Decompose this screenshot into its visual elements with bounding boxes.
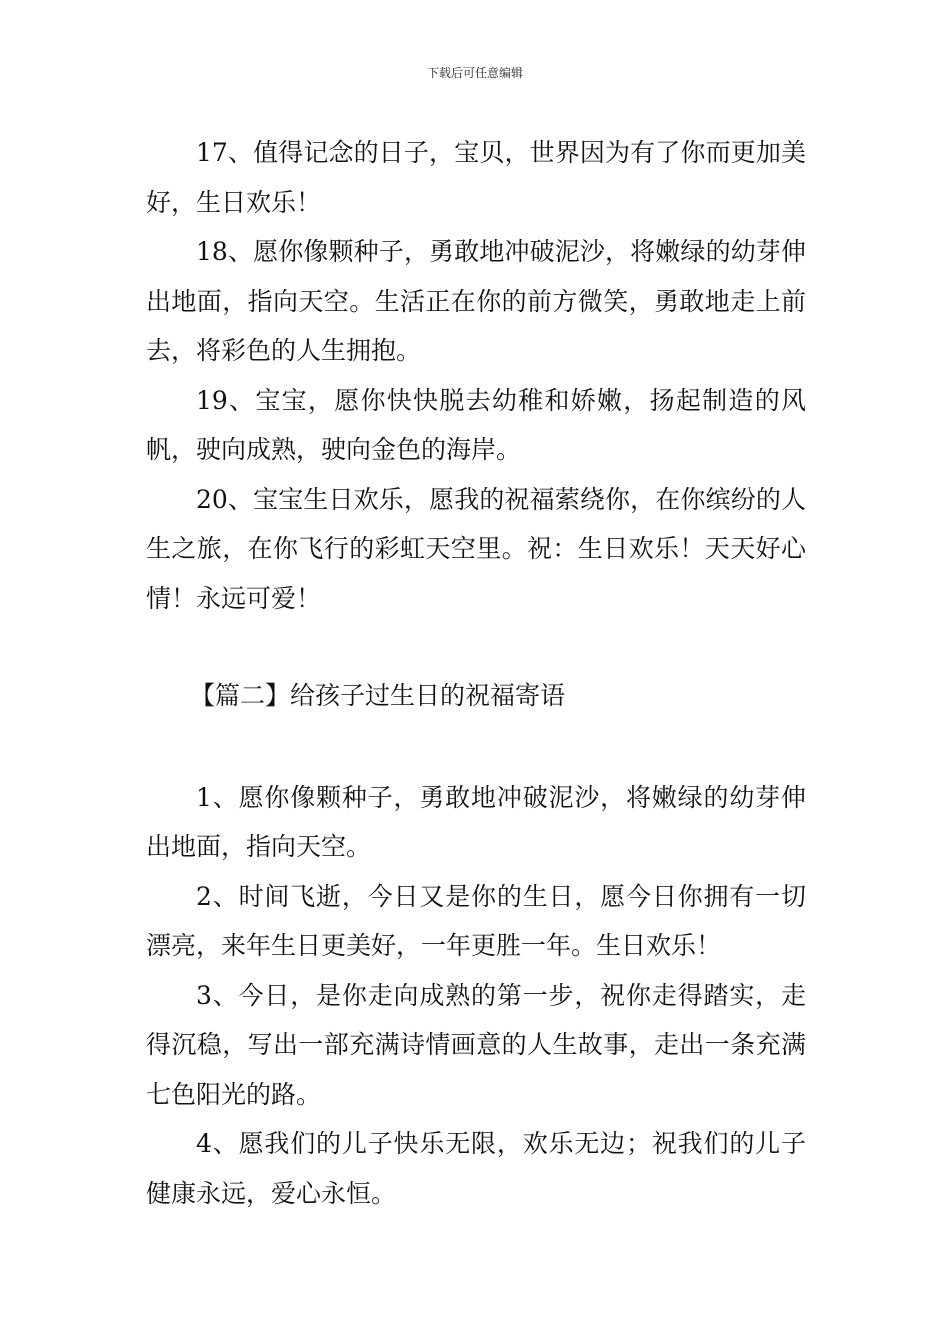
- paragraph-18: 18、愿你像颗种子，勇敢地冲破泥沙，将嫩绿的幼芽伸出地面，指向天空。生活正在你的前方微笑，勇敢地走上前去，将彩色的人生拥抱。: [146, 237, 806, 365]
- paragraph-20: 20、宝宝生日欢乐，愿我的祝福萦绕你，在你缤纷的人生之旅，在你飞行的彩虹天空里。祝：生日欢乐！天天好心情！永远可爱！: [146, 484, 806, 613]
- paragraph-17: 17、值得记念的日子，宝贝，世界因为有了你而更加美好，生日欢乐！: [146, 138, 806, 217]
- paragraph-3: 3、今日，是你走向成熟的第一步，祝你走得踏实，走得沉稳，写出一部充满诗情画意的人生故事，走出一条充满七色阳光的路。: [146, 980, 806, 1109]
- section-two-title: 【篇二】给孩子过生日的祝福寄语: [190, 681, 566, 710]
- paragraph-4: 4、愿我们的儿子快乐无限，欢乐无边；祝我们的儿子健康永远，爱心永恒。: [146, 1129, 806, 1208]
- paragraph-2: 2、时间飞逝，今日又是你的生日，愿今日你拥有一切漂亮，来年生日更美好，一年更胜一年。生日欢乐！: [146, 881, 806, 960]
- paragraph-1: 1、愿你像颗种子，勇敢地冲破泥沙，将嫩绿的幼芽伸出地面，指向天空。: [146, 782, 806, 861]
- paragraph-19: 19、宝宝，愿你快快脱去幼稚和娇嫩，扬起制造的风帆，驶向成熟，驶向金色的海岸。: [146, 385, 806, 464]
- page-header: 下载后可任意编辑: [426, 66, 523, 80]
- document-body: [146, 128, 806, 1218]
